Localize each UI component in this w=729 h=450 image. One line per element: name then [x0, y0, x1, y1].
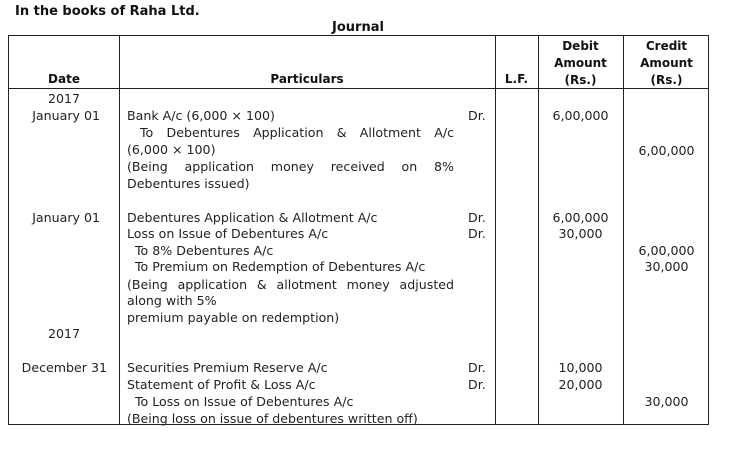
debit-amount: 30,000 — [558, 226, 603, 241]
debit-amount: 6,00,000 — [552, 210, 609, 225]
particulars-line: To Premium on Redemption of Debentures A/c — [135, 259, 426, 274]
debit-amount: 20,000 — [558, 377, 603, 392]
header-debit: Debit Amount (Rs.) — [554, 39, 607, 87]
particulars-line: Securities Premium Reserve A/c — [127, 360, 328, 375]
dr-marker: Dr. — [468, 226, 486, 241]
header-lf: L.F. — [504, 72, 529, 86]
credit-amount: 30,000 — [644, 259, 689, 274]
company-heading: In the books of Raha Ltd. — [15, 4, 200, 19]
particulars-line: Loss on Issue of Debentures A/c — [127, 226, 329, 241]
dr-marker: Dr. — [468, 377, 486, 392]
header-credit: Credit Amount (Rs.) — [640, 39, 693, 87]
dr-marker: Dr. — [468, 108, 486, 123]
particulars-line: (Being application & allotment money adjusted — [127, 277, 454, 292]
particulars-line: premium payable on redemption) — [127, 310, 340, 325]
debit-amount: 6,00,000 — [552, 108, 609, 123]
particulars-line: Bank A/c (6,000 × 100) — [127, 108, 275, 123]
header-date: Date — [48, 72, 80, 86]
dr-marker: Dr. — [468, 210, 486, 225]
credit-amount: 6,00,000 — [638, 243, 695, 258]
journal-title: Journal — [332, 20, 384, 35]
credit-amount: 30,000 — [644, 394, 689, 409]
entry-date: January 01 — [32, 210, 100, 225]
particulars-line: (Being application money received on 8% — [127, 159, 454, 174]
header-particulars: Particulars — [270, 72, 344, 86]
column-divider — [495, 36, 496, 424]
particulars-line: Statement of Profit & Loss A/c — [127, 377, 316, 392]
dr-marker: Dr. — [468, 360, 486, 375]
credit-amount: 6,00,000 — [638, 143, 695, 158]
particulars-line: (Being loss on issue of debentures written off) — [127, 411, 418, 426]
entry-year: 2017 — [47, 326, 81, 341]
particulars-line: To Debentures Application & Allotment A/c — [140, 125, 454, 140]
particulars-line: (6,000 × 100) — [127, 142, 216, 157]
column-divider — [623, 36, 624, 424]
entry-date: January 01 — [32, 108, 100, 123]
particulars-line: To 8% Debentures A/c — [135, 243, 274, 258]
debit-amount: 10,000 — [558, 360, 603, 375]
entry-date: December 31 — [21, 360, 107, 375]
journal-table — [8, 35, 709, 425]
particulars-line: Debentures Application & Allotment A/c — [127, 210, 378, 225]
particulars-line: Debentures issued) — [127, 176, 250, 191]
particulars-line: along with 5% — [127, 293, 217, 308]
entry-year: 2017 — [47, 91, 81, 106]
particulars-line: To Loss on Issue of Debentures A/c — [135, 394, 354, 409]
column-divider — [119, 36, 120, 424]
